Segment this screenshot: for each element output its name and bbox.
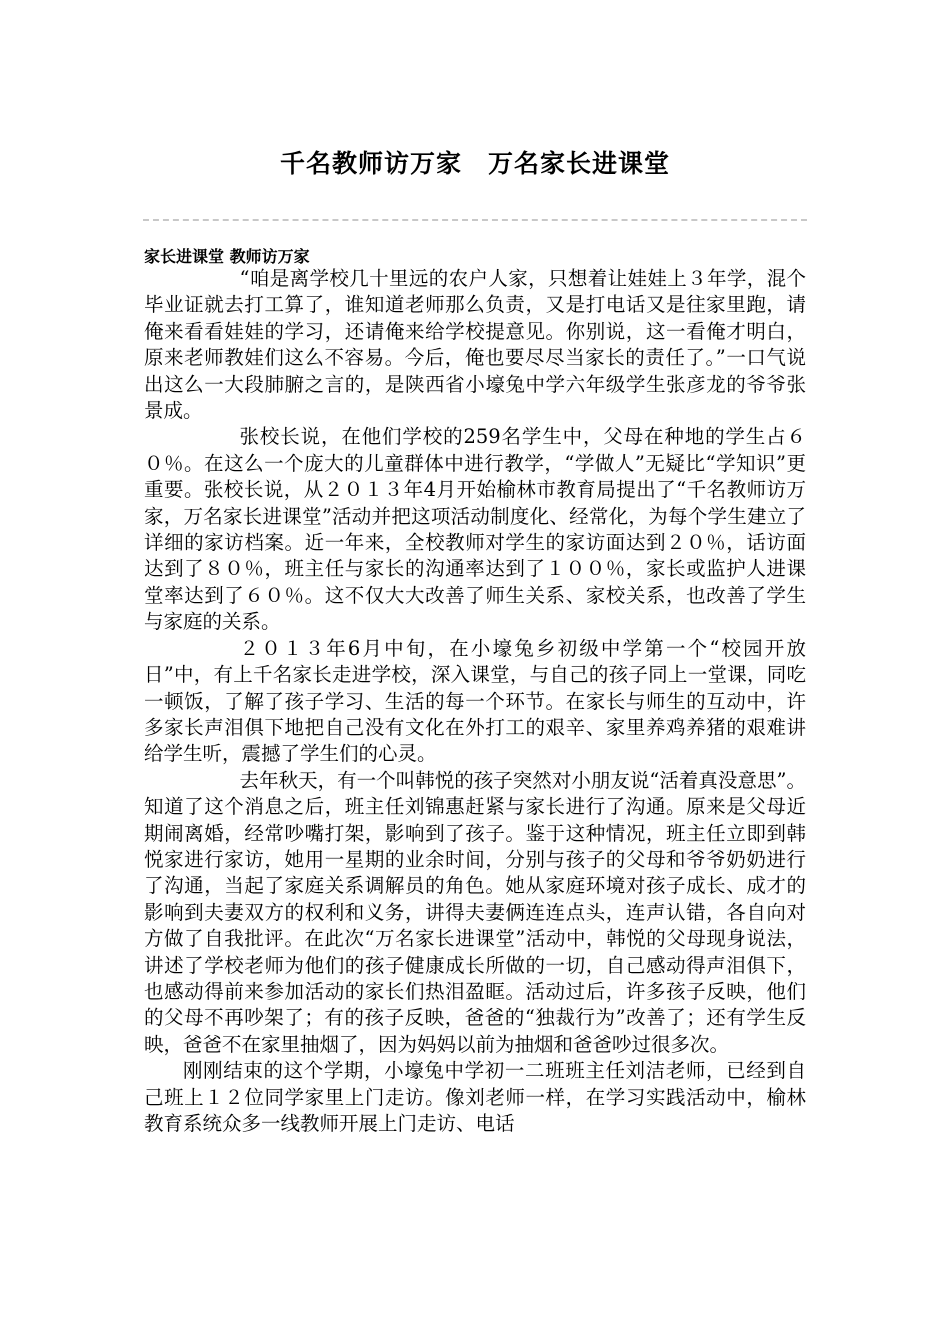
document-subtitle: 家长进课堂 教师访万家 xyxy=(144,247,310,266)
paragraph-1: “咱是离学校几十里远的农户人家，只想着让娃娃上３年学，混个毕业证就去打工算了，谁知道老师那么负责，又是打电话又是往家里跑，请俺来看看娃娃的学习，还请俺来给学校提意见。你别说，这一看俺才明白，原来老师教娃们这么不容易。今后，俺也要尽尽当家长的责任了。”一口气说出这么一大段肺腑之言的，是陕西省小壕兔中学六年级学生张彦龙的爷爷张景成。 xyxy=(144,267,806,423)
paragraph-4: 去年秋天，有一个叫韩悦的孩子突然对小朋友说“活着真没意思”。知道了这个消息之后，班主任刘锦惠赶紧与家长进行了沟通。原来是父母近期闹离婚，经常吵嘴打架，影响到了孩子。鉴于这种情况，班主任立即到韩悦家进行家访，她用一星期的业余时间，分别与孩子的父母和爷爷奶奶进行了沟通，当起了家庭关系调解员的角色。她从家庭环境对孩子成长、成才的影响到夫妻双方的权利和义务，讲得夫妻俩连连点头，连声认错，各自向对方做了自我批评。在此次“万名家长进课堂”活动中，韩悦的父母现身说法，讲述了学校老师为他们的孩子健康成长所做的一切，自己感动得声泪俱下，也感动得前来参加活动的家长们热泪盈眶。活动过后，许多孩子反映，他们的父母不再吵架了；有的孩子反映，爸爸的“独裁行为”改善了；还有学生反映，爸爸不在家里抽烟了，因为妈妈以前为抽烟和爸爸吵过很多次。 xyxy=(144,768,806,1056)
document-title: 千名教师访万家 万名家长进课堂 xyxy=(279,149,670,178)
paragraph-2: 张校长说，在他们学校的259名学生中，父母在种地的学生占６０％。在这么一个庞大的儿童群体中进行教学，“学做人”无疑比“学知识”更重要。张校长说，从２０１３年4月开始榆林市教育局提出了“千名教师访万家，万名家长进课堂”活动并把这项活动制度化、经常化，为每个学生建立了详细的家访档案。近一年来，全校教师对学生的家访面达到２０％，话访面达到了８０％，班主任与家长的沟通率达到了１００％，家长或监护人进课堂率达到了６０％。这不仅大大改善了师生关系、家校关系，也改善了学生与家庭的关系。 xyxy=(144,425,806,634)
article-body xyxy=(144,266,806,1137)
paragraph-3: ２０１３年6月中旬，在小壕兔乡初级中学第一个“校园开放日”中，有上千名家长走进学校，深入课堂，与自己的孩子同上一堂课，同吃一顿饭，了解了孩子学习、生活的每一个环节。在家长与师生的互动中，许多家长声泪俱下地把自己没有文化在外打工的艰辛、家里养鸡养猪的艰难讲给学生听，震撼了学生们的心灵。 xyxy=(144,636,806,766)
title-divider xyxy=(143,219,807,221)
paragraph-5: 刚刚结束的这个学期，小壕兔中学初一二班班主任刘洁老师，已经到自己班上１２位同学家里上门走访。像刘老师一样，在学习实践活动中，榆林教育系统众多一线教师开展上门走访、电话 xyxy=(144,1059,806,1135)
